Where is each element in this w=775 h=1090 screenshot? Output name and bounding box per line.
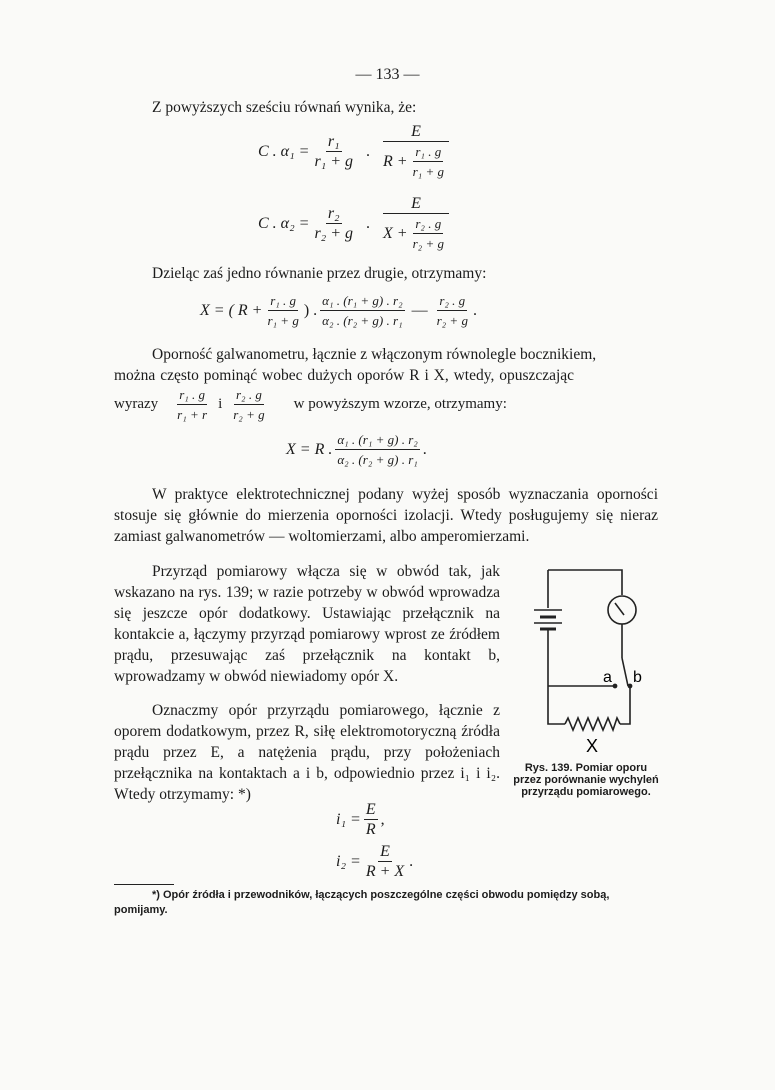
dividing-line: Dzieląc zaś jedno równanie przez drugie, otrzymamy:	[152, 265, 487, 282]
label-a: a	[603, 669, 612, 686]
eq1-main-fraction	[381, 122, 451, 181]
eq1-den	[381, 142, 451, 181]
equation-3	[200, 291, 477, 330]
eq5-num: E	[365, 801, 376, 818]
resistance-frac2-den: r₂ + g	[233, 407, 265, 422]
eq6-num: E	[380, 843, 390, 860]
eq3-inner-fraction	[265, 291, 300, 330]
eq2-E: E	[383, 194, 449, 214]
resistance-frac1-den: r₁ + r	[177, 407, 208, 422]
wyrazy-word: wyrazy	[114, 396, 159, 412]
eq2-frac-num: r₂	[327, 205, 340, 222]
practice-paragraph: W praktyce elektrotechnicznej podany wyżej sposób wyznaczania oporności stosuje się głównie do mierzenia oporności izolacji. Wtedy posługujemy się nieraz zamiast galwanometrów — woltomierzami, albo amperomierzami.	[114, 486, 658, 545]
resistance-frac-2	[231, 385, 266, 424]
connection-paragraph: Przyrząd pomiarowy włącza się w obwód tak, jak wskazano na rys. 139; w razie potrzeby w obwód wprowadza się jeszcze opór dodatkowy. Ustawiając przełącznik na kontakcie a, łączymy przyrząd pomiarowy wprost ze źródłem prądu, przesuwając zaś przełącznik na kontakt b, wprowadzamy w obwód niewiadomy opór X.	[114, 563, 500, 685]
eq6-den: R + X	[365, 863, 405, 880]
eq3-den: α₂ . (r₂ + g) . r₁	[322, 313, 403, 328]
circuit-wire-left	[548, 570, 565, 724]
equation-4	[286, 430, 427, 469]
label-x: X	[586, 736, 599, 756]
eq1-frac-num: r₁	[327, 133, 340, 150]
symbols-paragraph: Oznaczmy opór przyrządu pomiarowego, łącznie z oporem dodatkowym, przez R, siłę elektromotoryczną źródła prądu przez E, a natężenia prądu, przy położeniach przełącznika na kontaktach a i b, odpowiednio przez i₁ i i₂. Wtedy otrzymamy: *)	[114, 702, 500, 803]
switch-arm	[622, 658, 628, 686]
eq1-inner-fraction	[411, 142, 446, 181]
eq1-frac-den: r₁ + g	[314, 153, 354, 170]
eq1-inner-den: r₁ + g	[412, 164, 444, 179]
eq1-lhs: C . α₁ =	[258, 142, 310, 160]
figure-caption: Rys. 139. Pomiar oporu przez porównanie wychyleń przyrządu pomiarowego.	[513, 762, 659, 798]
resistance-frac-1	[175, 385, 209, 424]
eq5-end: ,	[380, 810, 385, 828]
eq4-end: .	[422, 440, 427, 458]
eq2-lhs: C . α₂ =	[258, 214, 310, 232]
eq1-inner-num: r₁ . g	[413, 142, 443, 162]
eq4-lhs: X = R .	[286, 440, 333, 458]
eq3-inner-den: r₁ + g	[267, 313, 299, 328]
equation-1	[258, 122, 454, 181]
eq3-inner-num: r₁ . g	[268, 291, 298, 311]
eq3-lhs: X = ( R +	[200, 301, 263, 319]
eq3-last-num: r₂ . g	[437, 291, 467, 311]
label-b: b	[633, 669, 642, 686]
resistance-conj: i	[218, 396, 223, 412]
eq2-fraction	[312, 204, 355, 243]
resistance-frac2-num: r₂ . g	[234, 385, 264, 405]
eq2-frac-den: r₂ + g	[314, 225, 354, 242]
circuit-diagram	[520, 560, 660, 760]
eq6-fraction	[364, 842, 406, 881]
eq1-fraction	[312, 132, 355, 171]
eq3-ratio-fraction	[320, 291, 404, 330]
eq1-E: E	[383, 122, 449, 142]
equation-2	[258, 194, 454, 253]
eq3-num: α₁ . (r₁ + g) . r₂	[320, 291, 404, 311]
equation-5	[336, 800, 385, 839]
eq6-end: .	[409, 852, 414, 870]
meter-circle	[608, 596, 636, 624]
resistance-line-1: Oporność galwanometru, łącznie z włączonym równolegle bocznikiem,	[152, 346, 597, 363]
eq2-dot: .	[366, 214, 371, 232]
resistance-line-2: można często pominąć wobec dużych oporów R i X, wtedy, opuszczając	[114, 367, 575, 384]
eq5-fraction	[364, 800, 378, 839]
intro-line: Z powyższych sześciu równań wynika, że:	[152, 99, 417, 116]
eq2-inner-den: r₂ + g	[412, 236, 444, 251]
eq4-fraction	[335, 430, 419, 469]
wire-b-down	[620, 686, 630, 724]
resistance-frac1-num: r₁ . g	[177, 385, 207, 405]
resistor-zigzag	[565, 718, 620, 730]
eq1-den-prefix: R +	[383, 153, 408, 170]
eq2-main-fraction	[381, 194, 451, 253]
eq2-inner-fraction	[411, 214, 446, 253]
eq5-lhs: i₁ =	[336, 810, 361, 828]
contact-a-dot	[613, 684, 616, 687]
footnote: *) Opór źródła i przewodników, łączących poszczególne części obwodu pomiędzy sobą, pomijamy.	[114, 889, 610, 916]
eq2-den	[381, 214, 451, 253]
eq1-dot: .	[366, 142, 371, 160]
page-number: — 133 —	[355, 66, 420, 83]
eq3-close: ) .	[303, 301, 318, 319]
resistance-formula-line	[114, 385, 507, 424]
eq2-inner-num: r₂ . g	[413, 214, 443, 234]
eq3-last-fraction	[435, 291, 470, 330]
footnote-rule	[114, 884, 174, 885]
eq3-last-den: r₂ + g	[436, 313, 468, 328]
meter-needle	[615, 603, 624, 615]
eq5-den: R	[365, 821, 376, 838]
equation-6	[336, 842, 413, 881]
circuit-wire-top	[548, 570, 622, 595]
eq4-num: α₁ . (r₁ + g) . r₂	[335, 430, 419, 450]
eq3-minus: —	[411, 301, 428, 319]
eq3-end: .	[472, 301, 477, 319]
resistance-tail: w powyższym wzorze, otrzymamy:	[293, 396, 507, 412]
eq4-den: α₂ . (r₂ + g) . r₁	[337, 452, 418, 467]
eq6-lhs: i₂ =	[336, 852, 361, 870]
eq2-den-prefix: X +	[383, 225, 408, 242]
